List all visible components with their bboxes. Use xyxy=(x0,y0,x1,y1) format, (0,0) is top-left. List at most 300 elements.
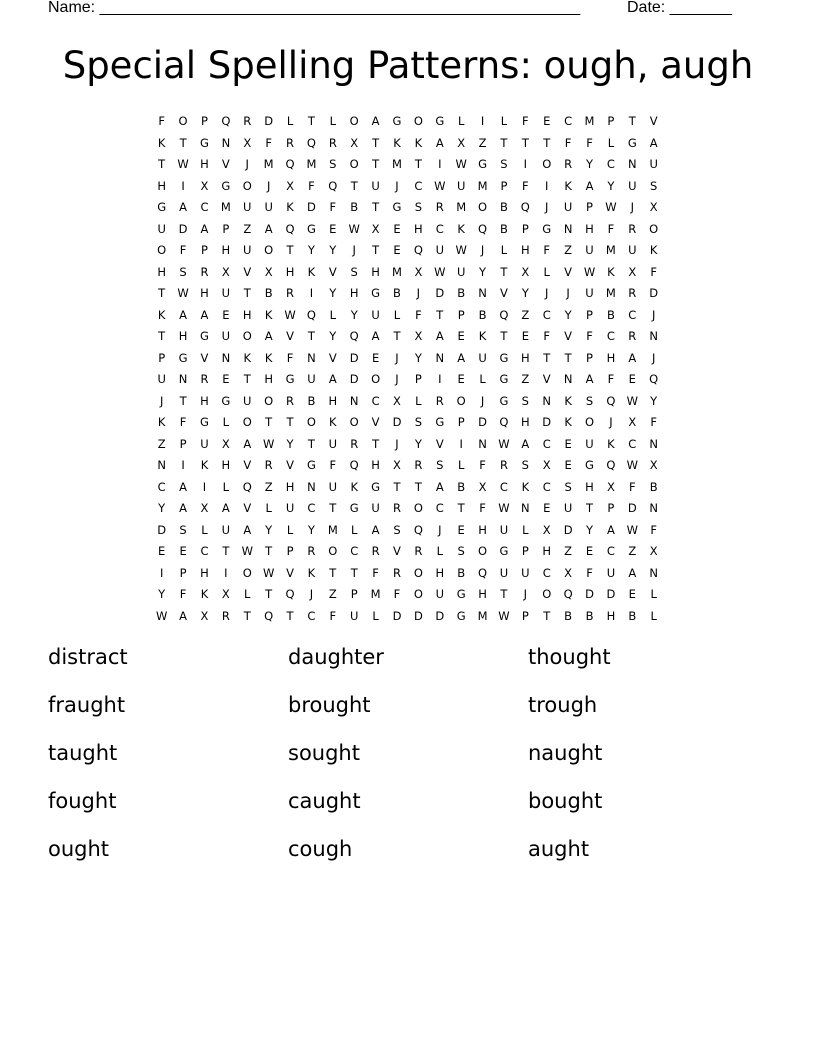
grid-letter: X xyxy=(414,329,423,343)
grid-letter: G xyxy=(456,608,466,623)
grid-letter: U xyxy=(585,286,594,300)
grid-letter: D xyxy=(413,608,423,623)
grid-letter: W xyxy=(605,200,617,214)
grid-letter: K xyxy=(521,479,530,494)
grid-letter: C xyxy=(435,501,444,515)
grid-letter: J xyxy=(395,178,399,193)
grid-letter: G xyxy=(585,458,594,472)
grid-letter: Q xyxy=(520,200,530,214)
grid-letter: H xyxy=(478,522,487,537)
grid-letter: O xyxy=(157,243,167,257)
grid-row xyxy=(151,520,664,542)
grid-letter: R xyxy=(414,458,423,472)
grid-letter: H xyxy=(371,458,380,472)
grid-letter: H xyxy=(242,307,252,322)
grid-letter: O xyxy=(456,393,466,408)
grid-letter: D xyxy=(178,221,188,236)
grid-letter: T xyxy=(179,135,187,150)
grid-letter: V xyxy=(286,565,294,580)
grid-letter: D xyxy=(349,372,359,386)
grid-letter: C xyxy=(435,221,444,236)
grid-letter: U xyxy=(243,200,252,214)
grid-letter: D xyxy=(307,200,316,214)
grid-letter: J xyxy=(395,350,399,365)
page-title: Special Spelling Patterns: ough, augh xyxy=(62,44,754,87)
grid-letter: N xyxy=(221,350,231,365)
grid-letter: F xyxy=(179,243,187,257)
grid-letter: T xyxy=(500,135,508,150)
word-bank-item: daughter xyxy=(288,645,384,669)
grid-letter: X xyxy=(564,565,573,580)
grid-letter: W xyxy=(626,522,638,537)
grid-letter: N xyxy=(649,329,658,343)
grid-letter: W xyxy=(626,458,638,472)
grid-letter: K xyxy=(607,264,615,279)
grid-letter: U xyxy=(456,264,466,279)
grid-letter: K xyxy=(200,587,209,601)
grid-letter: F xyxy=(543,243,551,257)
grid-letter: X xyxy=(478,479,487,494)
grid-letter: Q xyxy=(499,307,509,322)
grid-letter: A xyxy=(243,522,252,537)
grid-letter: G xyxy=(178,350,188,365)
grid-letter: D xyxy=(157,522,167,537)
grid-letter: O xyxy=(306,415,316,429)
grid-letter: M xyxy=(370,587,381,601)
grid-letter: O xyxy=(349,415,359,429)
grid-row xyxy=(151,348,664,370)
grid-letter: I xyxy=(202,479,207,494)
grid-letter: O xyxy=(413,565,423,580)
grid-letter: U xyxy=(350,608,359,623)
grid-letter: K xyxy=(329,415,337,429)
grid-row xyxy=(151,240,664,262)
grid-letter: U xyxy=(628,178,637,193)
grid-letter: N xyxy=(649,501,658,515)
grid-letter: H xyxy=(542,544,552,558)
grid-letter: V xyxy=(243,501,252,515)
word-bank-item: brought xyxy=(288,693,371,717)
grid-letter: I xyxy=(480,114,485,128)
grid-letter: U xyxy=(371,501,380,515)
grid-letter: N xyxy=(563,221,573,236)
grid-letter: R xyxy=(307,544,316,558)
grid-letter: D xyxy=(392,608,402,623)
grid-letter: L xyxy=(500,243,508,257)
grid-letter: J xyxy=(395,372,399,386)
grid-letter: R xyxy=(628,221,637,236)
grid-letter: L xyxy=(222,479,230,494)
grid-letter: Q xyxy=(285,587,295,601)
grid-letter: M xyxy=(584,114,595,128)
grid-letter: U xyxy=(157,372,166,386)
grid-letter: D xyxy=(649,286,659,300)
word-bank-row xyxy=(48,640,768,688)
grid-letter: B xyxy=(478,307,487,322)
grid-letter: X xyxy=(200,178,209,193)
grid-letter: Y xyxy=(307,243,315,257)
grid-letter: K xyxy=(243,350,252,365)
grid-letter: G xyxy=(200,135,209,150)
grid-letter: Y xyxy=(607,178,615,193)
grid-letter: G xyxy=(306,458,316,472)
grid-letter: F xyxy=(607,372,615,386)
grid-letter: I xyxy=(181,178,185,193)
grid-letter: U xyxy=(649,157,658,171)
grid-letter: D xyxy=(264,114,274,128)
grid-letter: X xyxy=(521,264,530,279)
grid-letter: E xyxy=(158,544,166,558)
grid-letter: X xyxy=(457,135,466,150)
grid-letter: W xyxy=(455,157,467,171)
grid-letter: G xyxy=(200,415,209,429)
grid-letter: X xyxy=(243,135,252,150)
grid-letter: R xyxy=(435,393,444,408)
grid-letter: J xyxy=(395,436,399,451)
grid-letter: L xyxy=(329,114,337,128)
grid-letter: O xyxy=(478,200,488,214)
grid-letter: W xyxy=(498,608,510,623)
grid-letter: O xyxy=(349,157,359,171)
grid-letter: J xyxy=(159,393,164,408)
grid-letter: J xyxy=(566,286,570,300)
grid-letter: T xyxy=(179,393,187,408)
grid-row xyxy=(151,305,664,327)
word-bank-item: fraught xyxy=(48,693,126,717)
grid-letter: E xyxy=(222,307,230,322)
grid-letter: A xyxy=(371,329,380,343)
grid-letter: E xyxy=(329,221,337,236)
grid-letter: T xyxy=(393,329,401,343)
grid-letter: T xyxy=(350,178,358,193)
grid-letter: P xyxy=(586,307,593,322)
grid-letter: K xyxy=(564,393,572,408)
grid-letter: K xyxy=(157,307,166,322)
grid-letter: E xyxy=(393,221,401,236)
grid-letter: U xyxy=(307,372,316,386)
grid-letter: C xyxy=(606,329,615,343)
grid-letter: L xyxy=(329,307,337,322)
grid-letter: H xyxy=(285,479,295,494)
grid-letter: V xyxy=(286,458,294,472)
grid-letter: T xyxy=(243,286,251,300)
grid-letter: Q xyxy=(606,458,616,472)
grid-letter: K xyxy=(264,350,273,365)
grid-letter: O xyxy=(478,544,488,558)
grid-letter: P xyxy=(179,436,187,451)
grid-letter: X xyxy=(350,135,359,150)
grid-letter: U xyxy=(499,522,509,537)
grid-letter: R xyxy=(564,157,573,171)
grid-letter: O xyxy=(584,415,595,429)
grid-letter: O xyxy=(413,501,423,515)
grid-letter: I xyxy=(181,458,185,472)
grid-letter: H xyxy=(200,393,209,408)
grid-letter: Q xyxy=(499,415,509,429)
grid-letter: O xyxy=(328,544,338,558)
grid-letter: B xyxy=(564,608,573,623)
grid-letter: M xyxy=(456,200,467,214)
grid-letter: P xyxy=(286,544,294,558)
word-bank-item: fought xyxy=(48,789,117,813)
grid-letter: Q xyxy=(563,587,573,601)
grid-letter: Y xyxy=(265,522,273,537)
grid-letter: C xyxy=(628,436,637,451)
grid-letter: K xyxy=(307,565,316,580)
grid-letter: S xyxy=(179,522,187,537)
grid-letter: A xyxy=(371,114,380,128)
grid-letter: V xyxy=(200,350,209,365)
grid-letter: T xyxy=(265,415,273,429)
grid-letter: F xyxy=(372,565,379,580)
grid-letter: O xyxy=(264,243,274,257)
grid-letter: C xyxy=(371,393,380,408)
grid-letter: U xyxy=(200,436,209,451)
grid-letter: P xyxy=(222,221,230,236)
grid-row xyxy=(151,541,664,563)
grid-letter: F xyxy=(179,415,187,429)
grid-letter: F xyxy=(564,135,572,150)
grid-letter: T xyxy=(543,135,551,150)
grid-letter: W xyxy=(348,221,360,236)
grid-letter: O xyxy=(542,587,552,601)
grid-letter: H xyxy=(178,329,188,343)
grid-letter: W xyxy=(177,157,189,171)
grid-letter: L xyxy=(479,372,486,386)
grid-letter: W xyxy=(177,286,189,300)
grid-letter: G xyxy=(371,286,381,300)
grid-letter: P xyxy=(158,350,166,365)
grid-letter: F xyxy=(586,329,593,343)
grid-letter: L xyxy=(286,114,294,128)
word-bank-item: bought xyxy=(528,789,603,813)
grid-letter: T xyxy=(329,501,337,515)
grid-letter: G xyxy=(478,157,488,171)
grid-letter: G xyxy=(499,393,509,408)
grid-letter: J xyxy=(480,243,485,257)
grid-letter: N xyxy=(221,135,231,150)
grid-letter: N xyxy=(478,436,487,451)
grid-letter: O xyxy=(649,221,659,236)
grid-letter: S xyxy=(650,178,658,193)
grid-letter: R xyxy=(200,372,209,386)
grid-letter: G xyxy=(221,393,231,408)
grid-letter: E xyxy=(179,544,187,558)
grid-letter: T xyxy=(500,329,508,343)
grid-letter: X xyxy=(371,221,380,236)
grid-letter: A xyxy=(328,372,337,386)
grid-letter: F xyxy=(329,608,337,623)
grid-letter: C xyxy=(200,544,209,558)
grid-letter: L xyxy=(457,114,465,128)
grid-letter: R xyxy=(392,501,401,515)
grid-letter: G xyxy=(392,114,402,128)
grid-letter: S xyxy=(457,544,465,558)
grid-letter: A xyxy=(200,221,209,236)
grid-letter: V xyxy=(286,329,294,343)
grid-letter: O xyxy=(413,587,423,601)
grid-letter: F xyxy=(308,178,315,193)
grid-letter: N xyxy=(307,350,316,365)
grid-letter: Z xyxy=(564,243,573,257)
grid-letter: D xyxy=(542,415,552,429)
grid-letter: C xyxy=(307,608,316,623)
grid-letter: T xyxy=(286,243,294,257)
grid-letter: B xyxy=(264,286,273,300)
word-bank-item: ought xyxy=(48,837,110,861)
grid-letter: I xyxy=(438,372,442,386)
grid-letter: W xyxy=(284,307,296,322)
grid-letter: H xyxy=(606,350,616,365)
grid-row xyxy=(151,197,664,219)
grid-letter: A xyxy=(243,436,252,451)
grid-row xyxy=(151,111,664,133)
grid-letter: E xyxy=(457,329,465,343)
grid-letter: G xyxy=(435,415,445,429)
grid-letter: Y xyxy=(585,522,594,537)
grid-letter: R xyxy=(350,436,359,451)
grid-letter: U xyxy=(563,200,573,214)
grid-letter: Y xyxy=(414,350,422,365)
grid-letter: V xyxy=(649,114,658,128)
grid-letter: E xyxy=(543,114,551,128)
grid-letter: F xyxy=(522,114,529,128)
grid-letter: F xyxy=(586,135,593,150)
grid-letter: Z xyxy=(328,587,337,601)
grid-letter: A xyxy=(435,329,444,343)
grid-letter: P xyxy=(457,307,465,322)
grid-letter: F xyxy=(650,522,657,537)
grid-letter: L xyxy=(543,264,550,279)
grid-letter: B xyxy=(457,565,466,580)
grid-letter: A xyxy=(649,135,658,150)
grid-letter: A xyxy=(264,329,273,343)
grid-letter: H xyxy=(585,479,594,494)
grid-letter: X xyxy=(414,264,423,279)
grid-letter: L xyxy=(393,307,401,322)
grid-letter: M xyxy=(477,178,488,193)
grid-letter: Z xyxy=(243,221,252,236)
grid-letter: T xyxy=(372,157,380,171)
grid-letter: Y xyxy=(286,436,294,451)
grid-letter: G xyxy=(157,200,167,214)
grid-letter: C xyxy=(564,114,573,128)
grid-letter: A xyxy=(179,200,188,214)
grid-letter: S xyxy=(521,458,529,472)
grid-letter: C xyxy=(200,200,209,214)
grid-letter: C xyxy=(414,178,423,193)
grid-letter: F xyxy=(393,587,401,601)
grid-letter: H xyxy=(521,415,530,429)
grid-letter: I xyxy=(309,286,314,300)
grid-letter: V xyxy=(328,264,337,279)
grid-row xyxy=(151,326,664,348)
word-bank-row xyxy=(48,832,768,880)
grid-letter: J xyxy=(651,307,656,322)
grid-letter: U xyxy=(221,522,231,537)
grid-letter: A xyxy=(371,522,380,537)
grid-letter: Q xyxy=(306,135,316,150)
grid-letter: S xyxy=(436,458,444,472)
grid-letter: O xyxy=(242,415,252,429)
grid-letter: B xyxy=(393,286,401,300)
grid-letter: L xyxy=(201,522,208,537)
grid-letter: Z xyxy=(264,479,273,494)
grid-letter: G xyxy=(627,135,637,150)
grid-letter: F xyxy=(479,458,486,472)
grid-letter: R xyxy=(628,286,637,300)
grid-letter: T xyxy=(286,415,294,429)
grid-letter: Q xyxy=(242,479,252,494)
grid-letter: T xyxy=(222,544,230,558)
grid-letter: A xyxy=(457,350,466,365)
grid-row xyxy=(151,133,664,155)
grid-letter: G xyxy=(542,221,552,236)
grid-letter: M xyxy=(477,608,488,623)
grid-letter: F xyxy=(286,350,294,365)
grid-letter: F xyxy=(586,565,593,580)
grid-letter: R xyxy=(200,264,209,279)
grid-letter: Q xyxy=(264,608,274,623)
grid-letter: Z xyxy=(521,307,530,322)
grid-letter: A xyxy=(179,479,188,494)
grid-letter: A xyxy=(179,608,188,623)
grid-letter: H xyxy=(157,178,167,193)
grid-letter: X xyxy=(286,178,294,193)
grid-letter: U xyxy=(157,221,166,236)
grid-letter: T xyxy=(158,157,166,171)
grid-letter: W xyxy=(262,436,275,451)
grid-letter: C xyxy=(350,544,359,558)
grid-letter: I xyxy=(459,436,463,451)
grid-row xyxy=(151,262,664,284)
grid-letter: K xyxy=(607,436,615,451)
grid-letter: M xyxy=(220,200,231,214)
grid-letter: H xyxy=(200,157,209,171)
word-bank-item: trough xyxy=(528,693,598,717)
grid-letter: Y xyxy=(329,329,337,343)
grid-letter: V xyxy=(393,544,401,558)
grid-letter: U xyxy=(285,501,295,515)
grid-letter: H xyxy=(349,286,359,300)
grid-row xyxy=(151,219,664,241)
grid-letter: K xyxy=(200,458,209,472)
grid-letter: U xyxy=(585,243,594,257)
grid-letter: H xyxy=(328,393,338,408)
grid-letter: A xyxy=(264,221,273,236)
grid-letter: W xyxy=(262,565,275,580)
grid-letter: H xyxy=(371,264,380,279)
grid-letter: U xyxy=(628,243,637,257)
grid-letter: A xyxy=(628,565,637,580)
grid-letter: R xyxy=(392,565,401,580)
grid-letter: I xyxy=(159,565,164,580)
grid-letter: N xyxy=(627,157,637,171)
grid-letter: X xyxy=(649,200,658,214)
grid-letter: O xyxy=(242,329,252,343)
grid-letter: T xyxy=(265,587,273,601)
grid-letter: X xyxy=(393,393,401,408)
grid-letter: G xyxy=(392,200,402,214)
grid-letter: A xyxy=(606,522,615,537)
grid-letter: X xyxy=(649,458,658,472)
grid-letter: K xyxy=(649,243,658,257)
grid-letter: K xyxy=(478,329,487,343)
grid-letter: M xyxy=(327,522,338,537)
grid-letter: B xyxy=(628,608,637,623)
grid-letter: L xyxy=(222,415,230,429)
grid-letter: C xyxy=(307,501,316,515)
